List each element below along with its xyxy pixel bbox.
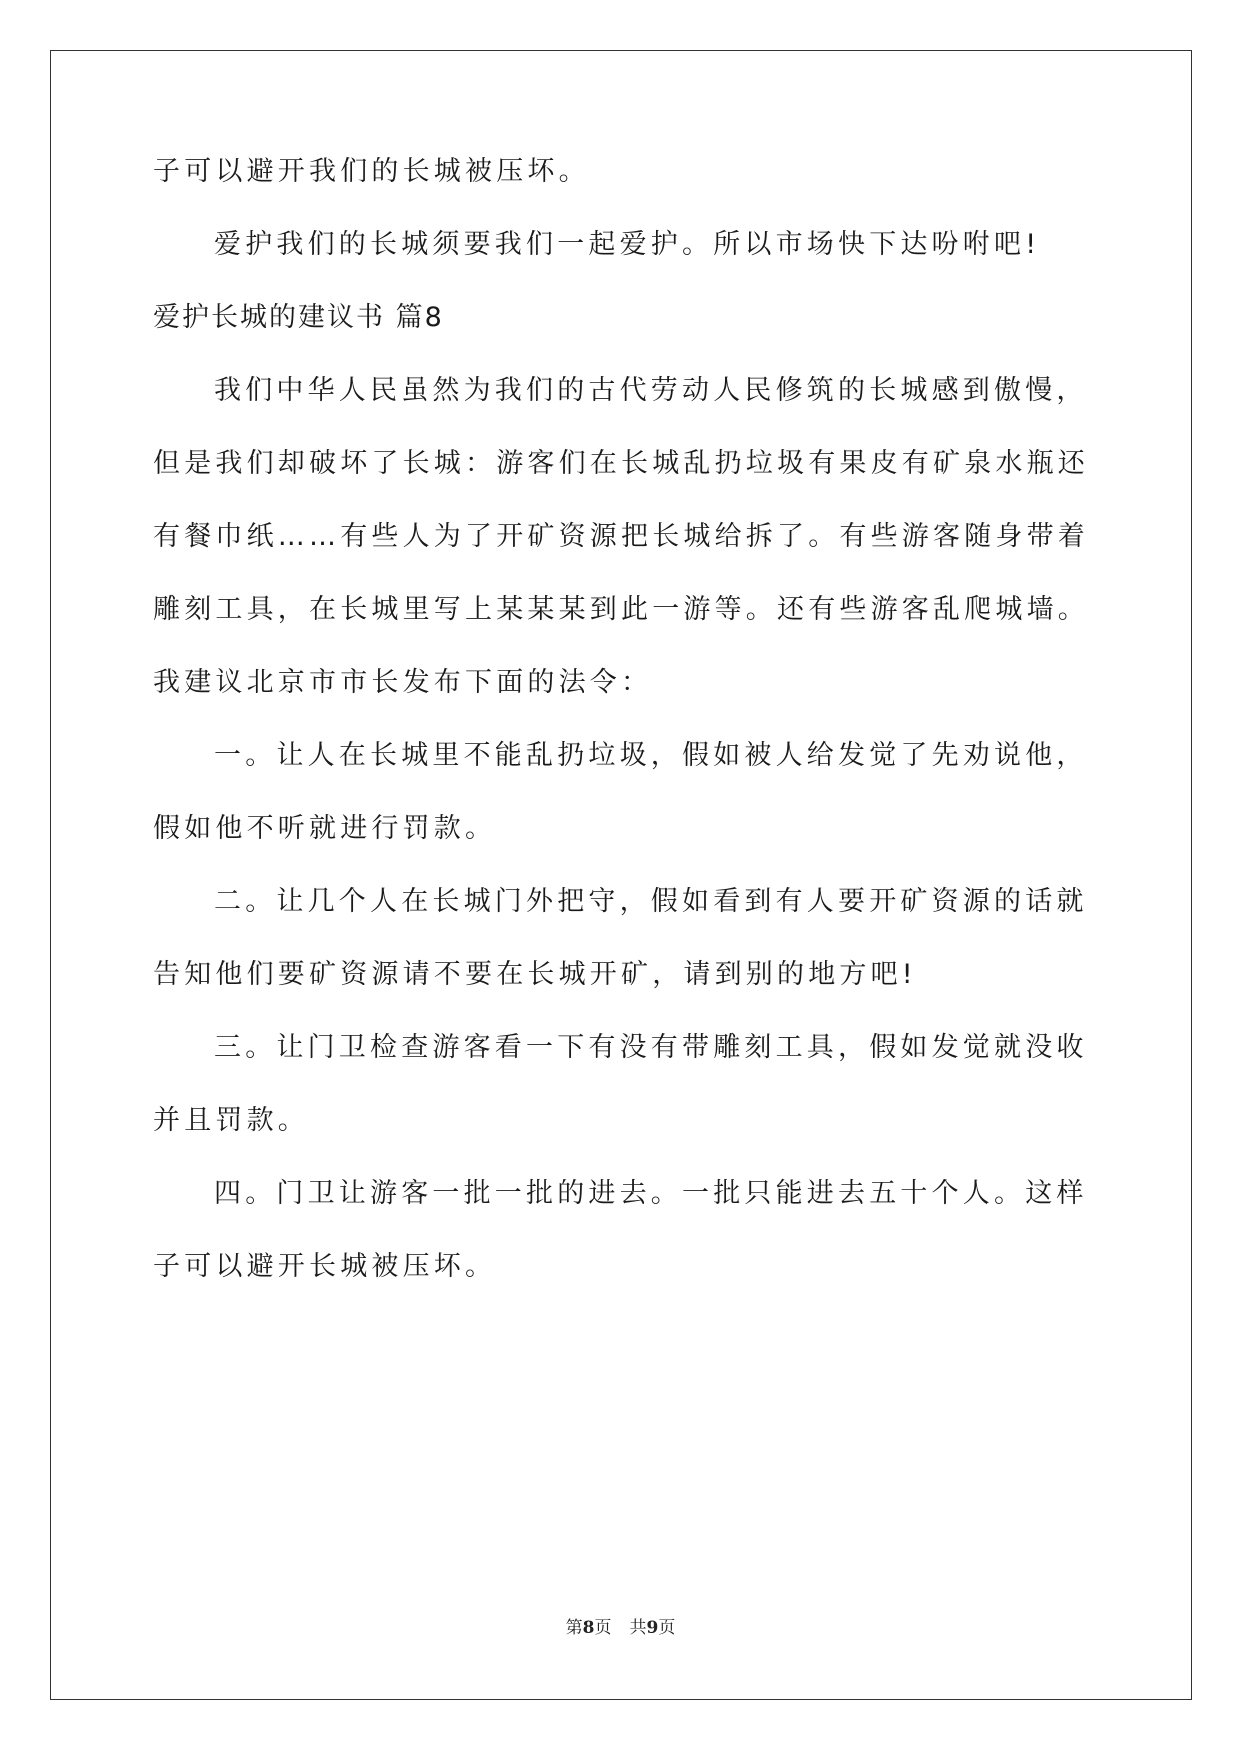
footer-total-prefix: 共 <box>629 1618 647 1638</box>
text-line-9: 一。让人在长城里不能乱扔垃圾，假如被人给发觉了先劝说他， <box>214 740 1088 771</box>
text-line-12: 告知他们要矿资源请不要在长城开矿，请到别的地方吧! <box>153 959 917 990</box>
footer-page-total: 9 <box>646 1618 659 1638</box>
footer-total-suffix: 页 <box>658 1618 676 1638</box>
text-line-15: 四。门卫让游客一批一批的进去。一批只能进去五十个人。这样 <box>214 1178 1088 1209</box>
text-line-8: 我建议北京市市长发布下面的法令： <box>153 667 653 698</box>
text-line-10: 假如他不听就进行罚款。 <box>153 813 497 844</box>
text-line-5: 但是我们却破坏了长城：游客们在长城乱扔垃圾有果皮有矿泉水瓶还 <box>153 448 1089 479</box>
text-line-7: 雕刻工具，在长城里写上某某某到此一游等。还有些游客乱爬城墙。 <box>153 594 1089 625</box>
page-border <box>50 50 1192 1700</box>
text-line-6: 有餐巾纸……有些人为了开矿资源把长城给拆了。有些游客随身带着 <box>153 521 1089 552</box>
footer-page-current: 8 <box>582 1618 595 1638</box>
section-heading: 爱护长城的建议书 篇8 <box>153 302 444 333</box>
text-line-11: 二。让几个人在长城门外把守，假如看到有人要开矿资源的话就 <box>214 886 1088 917</box>
text-line-1: 子可以避开我们的长城被压坏。 <box>153 156 590 187</box>
text-line-14: 并且罚款。 <box>153 1105 309 1136</box>
page-footer <box>0 1617 1241 1639</box>
text-line-16: 子可以避开长城被压坏。 <box>153 1251 497 1282</box>
text-line-13: 三。让门卫检查游客看一下有没有带雕刻工具，假如发觉就没收 <box>214 1032 1088 1063</box>
footer-page-suffix: 页 <box>594 1618 612 1638</box>
text-line-2: 爱护我们的长城须要我们一起爱护。所以市场快下达吩咐吧! <box>214 229 1041 260</box>
footer-page-prefix: 第 <box>565 1618 583 1638</box>
text-line-4: 我们中华人民虽然为我们的古代劳动人民修筑的长城感到傲慢， <box>214 375 1088 406</box>
